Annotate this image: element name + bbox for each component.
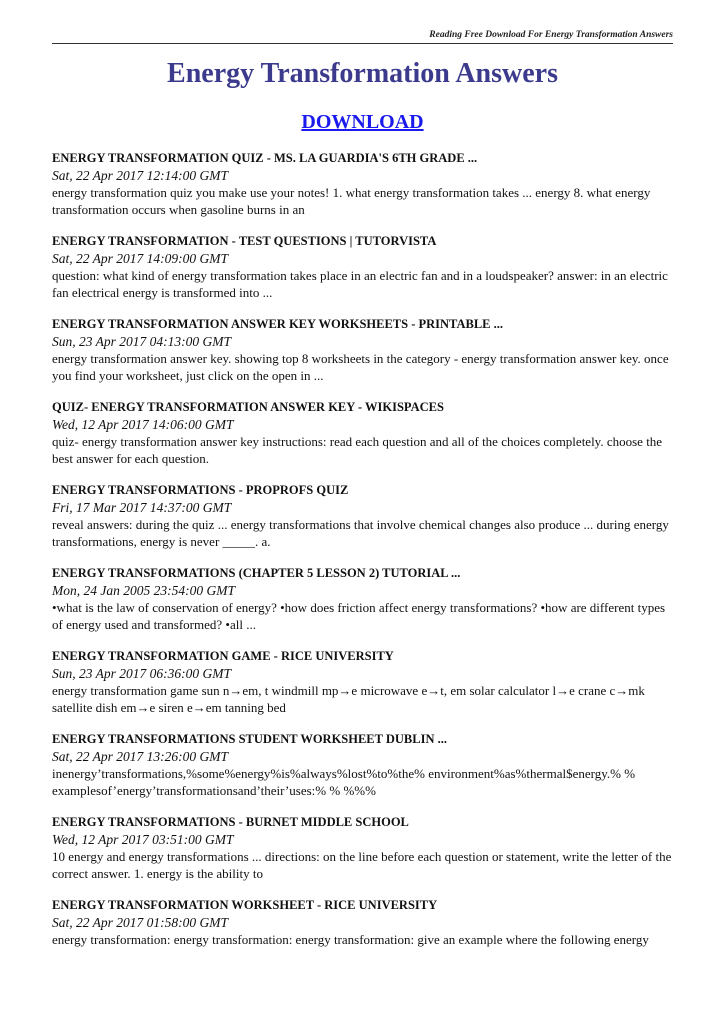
result-item xyxy=(52,897,673,948)
result-date: Sat, 22 Apr 2017 01:58:00 GMT xyxy=(52,915,229,930)
result-snippet: energy transformation game sun n→em, t windmill mp→e microwave e→t, em solar calculator l→e crane c→mk satellite dish em→e siren e→em tanning bed xyxy=(52,683,645,715)
result-date: Sat, 22 Apr 2017 12:14:00 GMT xyxy=(52,168,229,183)
page-title: Energy Transformation Answers xyxy=(167,58,558,89)
result-title: ENERGY TRANSFORMATIONS (CHAPTER 5 LESSON 2) TUTORIAL ... xyxy=(52,566,461,580)
result-title: ENERGY TRANSFORMATION - TEST QUESTIONS | TUTORVISTA xyxy=(52,234,437,248)
result-snippet: question: what kind of energy transformation takes place in an electric fan and in a loudspeaker? answer: in an electric fan electrical energy is transformed into ... xyxy=(52,268,668,300)
result-snippet: energy transformation answer key. showing top 8 worksheets in the category - energy transformation answer key. once you find your worksheet, just click on the open in ... xyxy=(52,351,669,383)
result-snippet: quiz- energy transformation answer key instructions: read each question and all of the choices completely. choose the best answer for each question. xyxy=(52,434,663,466)
result-date: Fri, 17 Mar 2017 14:37:00 GMT xyxy=(52,500,232,515)
running-header: Reading Free Download For Energy Transformation Answers xyxy=(429,30,673,40)
result-item xyxy=(52,731,673,799)
result-snippet: inenergy’transformations,%some%energy%is%always%lost%to%the% environment%as%thermal$energy.% % examplesof’energy’transformationsand’their’uses:% % %%% xyxy=(52,766,636,798)
result-item xyxy=(52,150,673,218)
result-date: Wed, 12 Apr 2017 14:06:00 GMT xyxy=(52,417,234,432)
result-date: Sun, 23 Apr 2017 04:13:00 GMT xyxy=(52,334,232,349)
result-item xyxy=(52,648,673,716)
result-title: QUIZ- ENERGY TRANSFORMATION ANSWER KEY - WIKISPACES xyxy=(52,400,444,414)
result-title: ENERGY TRANSFORMATION ANSWER KEY WORKSHEETS - PRINTABLE ... xyxy=(52,317,504,331)
results-list xyxy=(52,150,673,963)
result-snippet: reveal answers: during the quiz ... energy transformations that involve chemical changes also produce ... during energy transformations, energy is never _____. a. xyxy=(52,517,669,549)
result-date: Sun, 23 Apr 2017 06:36:00 GMT xyxy=(52,666,232,681)
result-snippet: •what is the law of conservation of energy? •how does friction affect energy transformations? •how are different types of energy used and transformed? •all ... xyxy=(52,600,666,632)
result-item xyxy=(52,565,673,633)
result-date: Wed, 12 Apr 2017 03:51:00 GMT xyxy=(52,832,234,847)
result-item xyxy=(52,814,673,882)
result-title: ENERGY TRANSFORMATIONS STUDENT WORKSHEET DUBLIN ... xyxy=(52,732,447,746)
result-date: Sat, 22 Apr 2017 13:26:00 GMT xyxy=(52,749,229,764)
result-title: ENERGY TRANSFORMATION QUIZ - MS. LA GUARDIA'S 6TH GRADE ... xyxy=(52,151,478,165)
result-item xyxy=(52,233,673,301)
result-date: Sat, 22 Apr 2017 14:09:00 GMT xyxy=(52,251,229,266)
result-item xyxy=(52,399,673,467)
result-snippet: 10 energy and energy transformations ... directions: on the line before each question or statement, write the letter of the correct answer. 1. energy is the ability to xyxy=(52,849,672,881)
result-snippet: energy transformation: energy transformation: energy transformation: give an example where the following energy xyxy=(52,932,649,947)
download-link[interactable]: DOWNLOAD xyxy=(301,111,424,133)
result-title: ENERGY TRANSFORMATIONS - PROPROFS QUIZ xyxy=(52,483,349,497)
result-title: ENERGY TRANSFORMATION WORKSHEET - RICE UNIVERSITY xyxy=(52,898,438,912)
result-title: ENERGY TRANSFORMATION GAME - RICE UNIVERSITY xyxy=(52,649,394,663)
result-title: ENERGY TRANSFORMATIONS - BURNET MIDDLE SCHOOL xyxy=(52,815,409,829)
result-snippet: energy transformation quiz you make use your notes! 1. what energy transformation takes ... energy 8. what energy transformation occurs when gasoline burns in an xyxy=(52,185,651,217)
header-divider xyxy=(52,43,673,44)
result-item xyxy=(52,316,673,384)
result-item xyxy=(52,482,673,550)
result-date: Mon, 24 Jan 2005 23:54:00 GMT xyxy=(52,583,235,598)
download-link-container xyxy=(52,108,673,138)
